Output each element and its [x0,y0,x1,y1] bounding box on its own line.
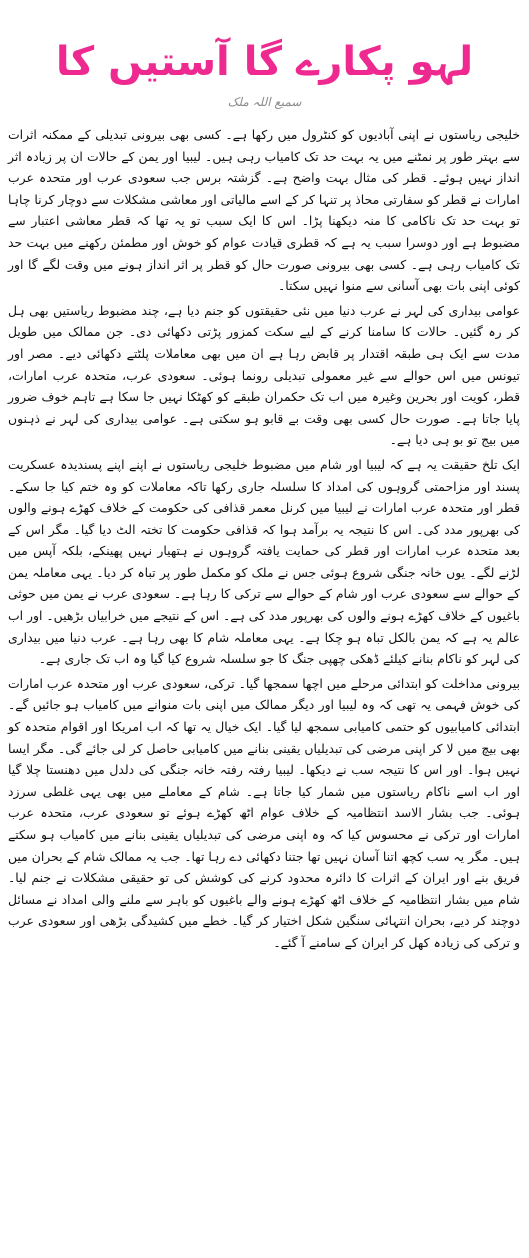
article-body [8,124,520,957]
article-title: لہو پکارے گا آستیں کا [55,39,474,85]
paragraph: عوامی بیداری کی لہر نے عرب دنیا میں نئی حقیقتوں کو جنم دیا ہے، چند مضبوط ریاستیں بھی ہل کر رہ گئیں۔ حالات کا سامنا کرنے کے لیے سکت کمزور پڑتی دکھائی دی۔ جن ممالک میں طویل مدت سے ایک ہی طبقہ اقتدار پر قابض رہا ہے ان میں بھی معاملات پلٹتے دکھائی دیے۔ مصر اور تیونس میں اس حوالے سے غیر معمولی تبدیلی رونما ہوئی۔ سعودی عرب، متحدہ عرب امارات، قطر، کویت اور بحرین وغیرہ میں اب تک حکمران طبقے کو کھٹکا نہیں جا سکا ہے تاہم خوف ضرور پایا جاتا ہے۔ صورت حال کسی بھی وقت بے قابو ہو سکتی ہے۔ عوامی بیداری کی لہر نے ذہنوں میں بیج تو بو ہی دیا ہے۔ [8,302,520,448]
paragraph: بیرونی مداخلت کو ابتدائی مرحلے میں اچھا سمجھا گیا۔ ترکی، سعودی عرب اور متحدہ عرب امارات کی خوش فہمی یہ تھی کہ وہ لیبیا اور دیگر ممالک میں اپنی بات منوانے میں کامیاب ہو جائیں گے۔ ابتدائی کامیابیوں کو حتمی کامیابی سمجھ لیا گیا۔ ایک خیال یہ تھا کہ اب امریکا اور اقوام متحدہ کو بھی بیچ میں لا کر اپنی مرضی کی تبدیلیاں یقینی بنانے میں کامیابی حاصل کر لی جائے گی۔ مگر ایسا نہیں ہوا۔ اور اس کا نتیجہ سب نے دیکھا۔ لیبیا رفتہ رفتہ خانہ جنگی کی دلدل میں دھنستا چلا گیا اور اب اسے ناکام ریاستوں میں شمار کیا جاتا ہے۔ شام کے معاملے میں بھی یہی غلطی سرزد ہوئی۔ جب بشار الاسد انتظامیہ کے خلاف عوام اٹھ کھڑے ہوئے تو سعودی عرب، متحدہ عرب امارات اور ترکی نے محسوس کیا کہ وہ اپنی مرضی کی تبدیلیاں یقینی بنانے میں کامیاب ہو سکتے ہیں۔ مگر یہ سب کچھ اتنا آسان نہیں تھا جتنا دکھائی دے رہا تھا۔ جب یہ ممالک شام کے بحران میں فریق بنے اور ایران کے اثرات کا دائرہ محدود کرنے کی کوشش کی تو حقیقی مشکلات نے جنم لیا۔ شام میں بشار انتظامیہ کے خلاف اٹھ کھڑے ہونے والے باغیوں کو باہر سے ملنے والی امداد نے مسائل دوچند کر دیے، بحران انتہائی سنگین شکل اختیار کر گیا۔ خطے میں کشیدگی بڑھی اور سعودی عرب و ترکی کی زیادہ کھل کر ایران کے سامنے آ گئے۔ [8,675,520,950]
paragraph: خلیجی ریاستوں نے اپنی آبادیوں کو کنٹرول میں رکھا ہے۔ کسی بھی بیرونی تبدیلی کے ممکنہ اثرات سے بہتر طور پر نمٹنے میں یہ بہت حد تک کامیاب رہی ہیں۔ لیبیا اور یمن کے حالات ان پر زیادہ اثر انداز نہیں ہوئے۔ قطر کی مثال بہت واضح ہے۔ گزشتہ برس جب سعودی عرب اور متحدہ عرب امارات نے قطر کو سفارتی محاذ پر تنہا کر کے اسے مالیاتی اور معاشی مشکلات سے دوچار کرنا چاہا تو بہت حد تک ناکامی کا منہ دیکھنا پڑا۔ اس کا ایک سبب تو یہ تھا کہ قطر معاشی اعتبار سے مضبوط ہے اور دوسرا سبب یہ ہے کہ قطری قیادت عوام کو خوش اور مطمئن رکھنے میں بہت حد تک کامیاب رہی ہے۔ کسی بھی بیرونی صورت حال کو قطر پر اثر انداز ہونے میں وقت لگے گا اور کوئی اپنی بات بھی آسانی سے منوا نہیں سکتا۔ [8,127,520,294]
paragraph: ایک تلخ حقیقت یہ ہے کہ لیبیا اور شام میں مضبوط خلیجی ریاستوں نے اپنے اپنے پسندیدہ عسکریت پسند اور مزاحمتی گروہوں کی امداد کا سلسلہ جاری رکھا تاکہ معاملات کو وہ ختم کیا جا سکے۔ قطر اور متحدہ عرب امارات نے لیبیا میں کرنل معمر قذافی کی حکومت کے خلاف کھڑے ہونے والوں کی بھرپور مدد کی۔ اس کا نتیجہ یہ برآمد ہوا کہ قذافی حکومت کا تختہ الٹ دیا گیا۔ مگر اس کے بعد متحدہ عرب امارات اور قطر کی حمایت یافتہ گروہوں نے ہتھیار نہیں پھینکے، بلکہ آپس میں لڑنے لگے۔ یوں خانہ جنگی شروع ہوئی جس نے ملک کو مکمل طور پر تباہ کر دیا۔ یہی معاملہ یمن کے حوالے سے سعودی عرب اور شام کے حوالے سے ترکی کا رہا ہے۔ سعودی عرب نے یمن میں حوثی باغیوں کے خلاف کھڑے ہونے والوں کی بھرپور مدد کی ہے۔ اس کے نتیجے میں خرابیاں بڑھیں۔ اور اب عالم یہ ہے کہ یمن بالکل تباہ ہو چکا ہے۔ یہی معاملہ شام کا بھی رہا ہے۔ عرب دنیا میں بیداری کی لہر کو ناکام بنانے کیلئے ڈھکی چھپی جنگ کا جو سلسلہ شروع کیا گیا وہ اب تک جاری ہے۔ [8,456,520,667]
author-byline: سمیع اللہ ملک [227,95,302,109]
